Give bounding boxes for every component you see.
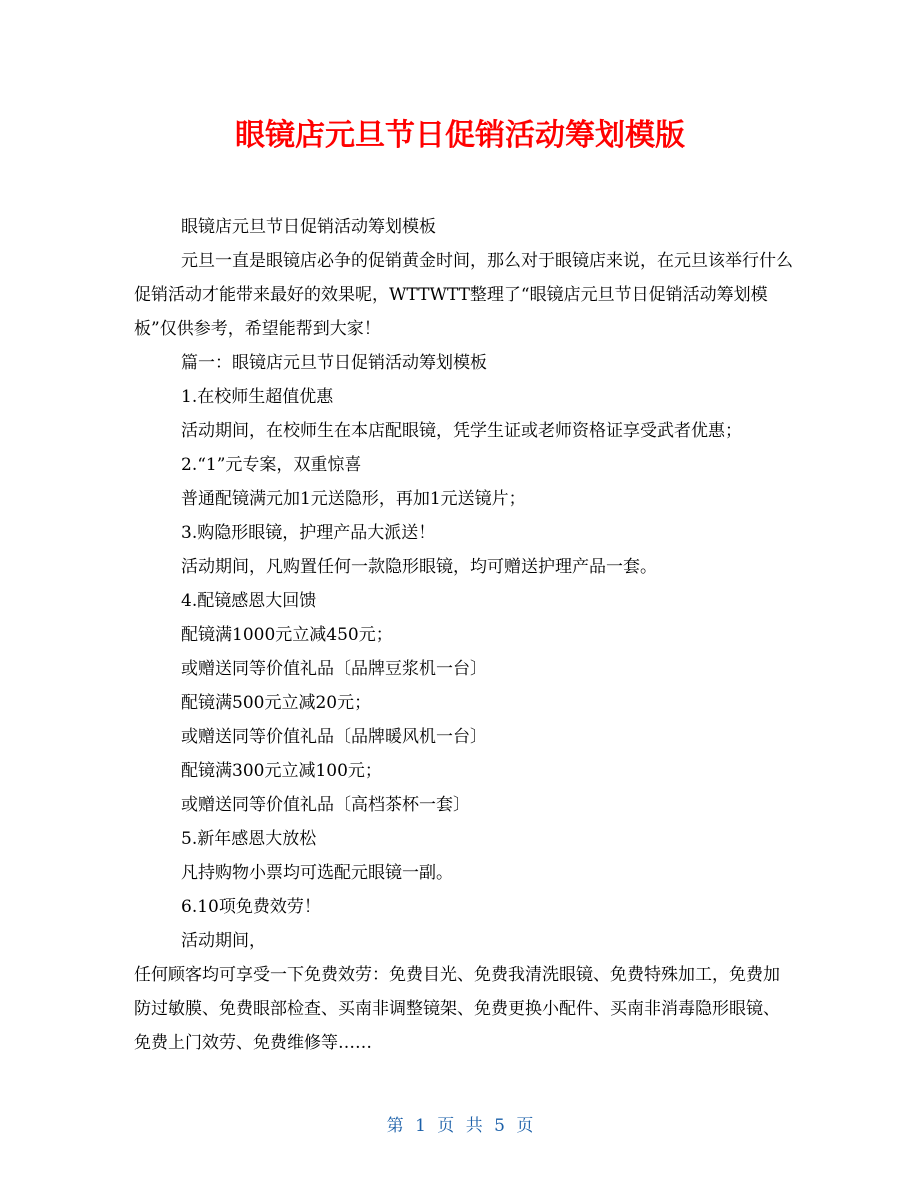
paragraph-item-4-title: 4.配镜感恩大回馈	[181, 591, 317, 611]
paragraph-item-6-services: 任何顾客均可享受一下免费效劳：免费目光、免费我清洗眼镜、免费特殊加工，免费加防过敏膜、免费眼部检查、买南非调整镜架、免费更换小配件、买南非消毒隐形眼镜、免费上门效劳、免费维修等……	[134, 965, 780, 1053]
paragraph-heading: 眼镜店元旦节日促销活动筹划模板	[181, 217, 436, 237]
paragraph-item-6-lead: 活动期间，	[181, 931, 266, 951]
paragraph-item-1-text: 活动期间，在校师生在本店配眼镜，凭学生证或老师资格证享受武者优惠；	[181, 421, 742, 441]
paragraph-item-4-offer-3: 配镜满300元立减100元；	[181, 761, 382, 781]
paragraph-item-3-text: 活动期间，凡购置任何一款隐形眼镜，均可赠送护理产品一套。	[181, 557, 657, 577]
paragraph-intro: 元旦一直是眼镜店必争的促销黄金时间，那么对于眼镜店来说，在元旦该举行什么促销活动才能带来最好的效果呢，WTTWTT整理了“眼镜店元旦节日促销活动筹划模板”仅供参考，希望能帮到大家！	[134, 251, 793, 339]
paragraph-item-5-text: 凡持购物小票均可选配元眼镜一副。	[181, 863, 453, 883]
paragraph-item-4-gift-3: 或赠送同等价值礼品〔高档茶杯一套〕	[181, 795, 470, 815]
paragraph-item-4-gift-1: 或赠送同等价值礼品〔品牌豆浆机一台〕	[181, 659, 487, 679]
paragraph-item-4-gift-2: 或赠送同等价值礼品〔品牌暖风机一台〕	[181, 727, 487, 747]
document-body	[134, 210, 794, 1060]
paragraph-item-2-title: 2.“1”元专案，双重惊喜	[181, 455, 362, 475]
paragraph-item-2-text: 普通配镜满元加1元送隐形，再加1元送镜片；	[181, 489, 526, 509]
paragraph-item-4-offer-1: 配镜满1000元立减450元；	[181, 625, 393, 645]
paragraph-item-3-title: 3.购隐形眼镜，护理产品大派送！	[181, 523, 436, 543]
paragraph-section-one: 篇一：眼镜店元旦节日促销活动筹划模板	[181, 353, 487, 373]
paragraph-item-4-offer-2: 配镜满500元立减20元；	[181, 693, 372, 713]
paragraph-item-1-title: 1.在校师生超值优惠	[181, 387, 334, 407]
paragraph-item-5-title: 5.新年感恩大放松	[181, 829, 317, 849]
page-number-footer: 第 1 页 共 5 页	[386, 1116, 534, 1136]
document-title: 眼镜店元旦节日促销活动筹划模版	[235, 118, 685, 153]
paragraph-item-6-title: 6.10项免费效劳！	[181, 897, 321, 917]
